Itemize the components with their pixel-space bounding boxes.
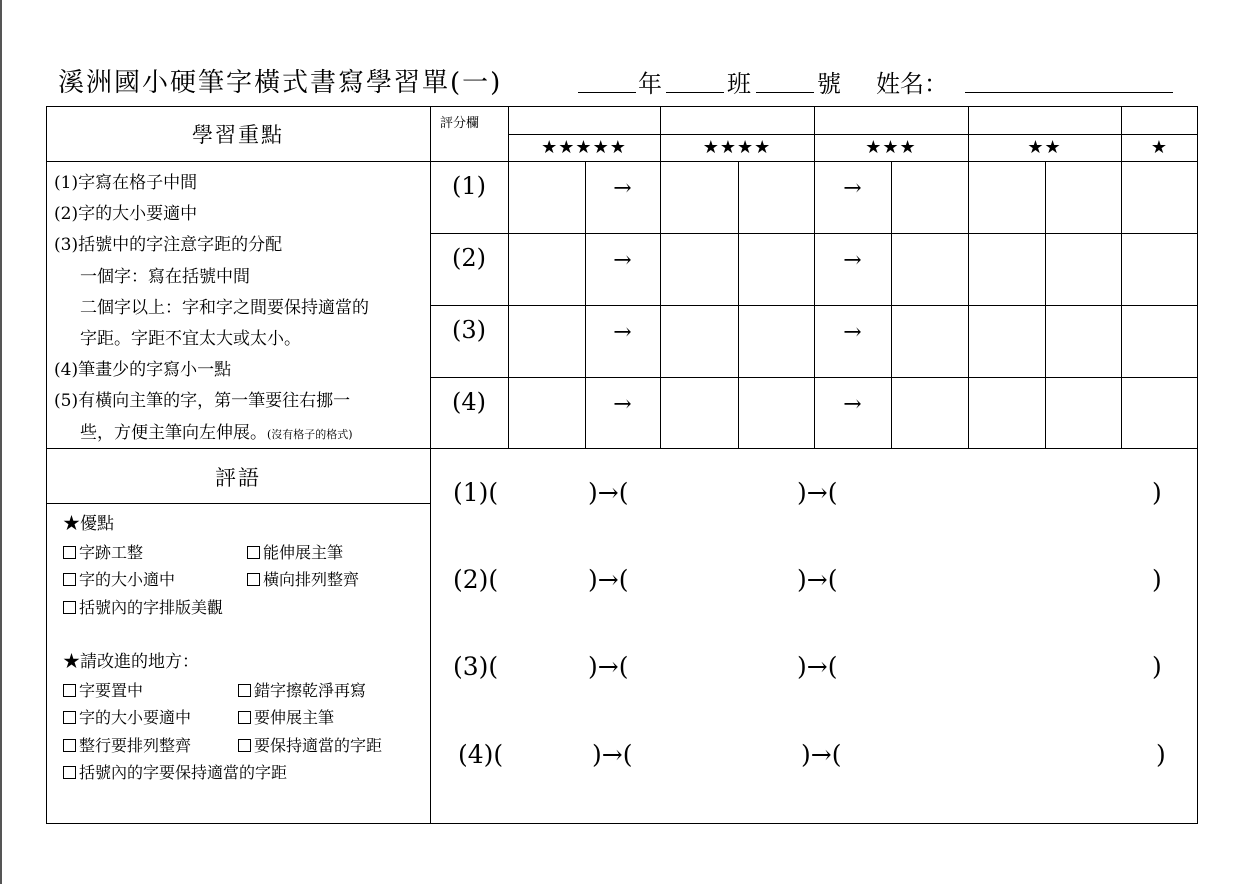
checkbox-icon[interactable] (247, 546, 260, 559)
checkbox-icon[interactable] (63, 573, 76, 586)
improve-block (63, 649, 382, 787)
improve-item[interactable] (238, 708, 334, 727)
arrow-icon: → (843, 320, 862, 345)
grid-line (430, 233, 1198, 234)
improve-heading: ★請改進的地方： (63, 652, 199, 672)
focus-point: (1)字寫在格子中間 (54, 173, 198, 193)
writing-row-start: (3)( (453, 652, 499, 681)
improve-label: 要伸展主筆 (254, 708, 335, 727)
improve-label: 字要置中 (79, 680, 144, 700)
grid-line (430, 305, 1198, 306)
improve-label: 整行要排列整齊 (79, 735, 192, 755)
stars-5: ★★★★★ (541, 137, 627, 158)
grid-row-label: (2) (452, 244, 486, 272)
stars-3: ★★★ (865, 137, 917, 158)
grid-row-label: (3) (452, 316, 486, 344)
checkbox-icon[interactable] (238, 711, 251, 724)
arrow-icon: → (613, 176, 632, 201)
stars-4: ★★★★ (702, 137, 772, 158)
improve-item[interactable] (63, 677, 238, 705)
improve-label: 字的大小要適中 (79, 708, 192, 727)
merit-label: 橫向排列整齊 (263, 570, 360, 589)
focus-point: (2)字的大小要適中 (54, 204, 198, 225)
merit-item[interactable] (63, 566, 247, 594)
merit-label: 括號內的字排版美觀 (79, 597, 224, 617)
writing-row-close: ) (1152, 478, 1162, 507)
grid-line (430, 377, 1198, 378)
name-blank[interactable] (965, 92, 1173, 93)
writing-row-mid: )→( (797, 478, 838, 507)
number-blank[interactable] (756, 92, 814, 93)
focus-point: (3)括號中的字注意字距的分配 (54, 235, 283, 256)
year-label: 年 (638, 70, 662, 98)
merits-block (63, 511, 359, 621)
focus-points (54, 168, 369, 450)
improve-item[interactable] (238, 681, 366, 700)
grid-row-label: (1) (452, 172, 486, 200)
checkbox-icon[interactable] (63, 601, 76, 614)
focus-point-text: 些，方便主筆向左伸展。 (80, 422, 267, 443)
year-blank[interactable] (578, 92, 636, 93)
focus-point: 字距。字距不宜太大或太小。 (80, 329, 301, 350)
class-blank[interactable] (666, 92, 724, 93)
checkbox-icon[interactable] (63, 711, 76, 724)
writing-row-mid: )→( (588, 565, 629, 594)
class-label: 班 (727, 70, 751, 98)
arrow-icon: → (843, 248, 862, 273)
checkbox-icon[interactable] (63, 739, 76, 752)
improve-label: 括號內的字要保持適當的字距 (79, 763, 288, 782)
focus-point: (5)有橫向主筆的字，第一筆要往右挪一 (54, 391, 351, 412)
checkbox-icon[interactable] (63, 546, 76, 559)
checkbox-icon[interactable] (63, 766, 76, 779)
writing-row-mid: )→( (588, 478, 629, 507)
arrow-icon: → (843, 392, 862, 417)
score-label: 評分欄 (440, 116, 480, 131)
improve-item[interactable] (63, 704, 238, 732)
writing-row-mid: )→( (801, 740, 842, 769)
merit-item[interactable] (63, 598, 223, 617)
writing-row-mid: )→( (797, 652, 838, 681)
stars-1: ★ (1150, 137, 1169, 158)
focus-point (54, 418, 369, 450)
merit-label: 能伸展主筆 (263, 542, 344, 562)
focus-point: 一個字：寫在括號中間 (80, 266, 250, 287)
writing-row-start: (4)( (458, 740, 504, 769)
merit-item[interactable] (63, 539, 247, 567)
improve-label: 要保持適當的字距 (254, 735, 383, 755)
worksheet-title: 溪洲國小硬筆字橫式書寫學習單(一) (58, 68, 503, 98)
arrow-icon: → (843, 176, 862, 201)
improve-label: 錯字擦乾淨再寫 (254, 680, 367, 700)
header-row-line (46, 161, 1198, 162)
focus-point: (4)筆畫少的字寫小一點 (54, 360, 232, 381)
name-label: 姓名： (876, 70, 948, 98)
writing-row-close: ) (1156, 740, 1166, 769)
column-divider (430, 106, 431, 824)
comment-heading-line (46, 503, 430, 504)
focus-heading: 學習重點 (192, 123, 284, 147)
writing-row-close: ) (1152, 652, 1162, 681)
writing-row-start: (1)( (453, 478, 499, 507)
improve-item[interactable] (63, 732, 238, 760)
writing-row-mid: )→( (797, 565, 838, 594)
merit-label: 字跡工整 (79, 542, 144, 562)
arrow-icon: → (613, 392, 632, 417)
merit-item[interactable] (247, 570, 359, 589)
checkbox-icon[interactable] (238, 739, 251, 752)
merits-heading: ★優點 (63, 514, 114, 534)
writing-row-mid: )→( (588, 652, 629, 681)
arrow-icon: → (613, 248, 632, 273)
page-edge (0, 0, 2, 884)
merit-label: 字的大小適中 (79, 570, 176, 589)
writing-row-start: (2)( (453, 565, 499, 594)
checkbox-icon[interactable] (63, 684, 76, 697)
focus-point: 二個字以上：字和字之間要保持適當的 (80, 297, 369, 318)
stars-2: ★★ (1027, 137, 1062, 158)
writing-row-close: ) (1152, 565, 1162, 594)
arrow-icon: → (613, 320, 632, 345)
number-label: 號 (817, 70, 841, 98)
grid-line (508, 134, 1198, 135)
checkbox-icon[interactable] (238, 684, 251, 697)
merit-item[interactable] (247, 543, 343, 562)
comments-heading: 評語 (215, 466, 261, 490)
improve-item[interactable] (63, 763, 287, 782)
checkbox-icon[interactable] (247, 573, 260, 586)
grid-row-label: (4) (452, 388, 486, 416)
focus-point-note: (沒有格子的格式) (267, 427, 353, 441)
writing-row-mid: )→( (592, 740, 633, 769)
improve-item[interactable] (238, 736, 382, 755)
